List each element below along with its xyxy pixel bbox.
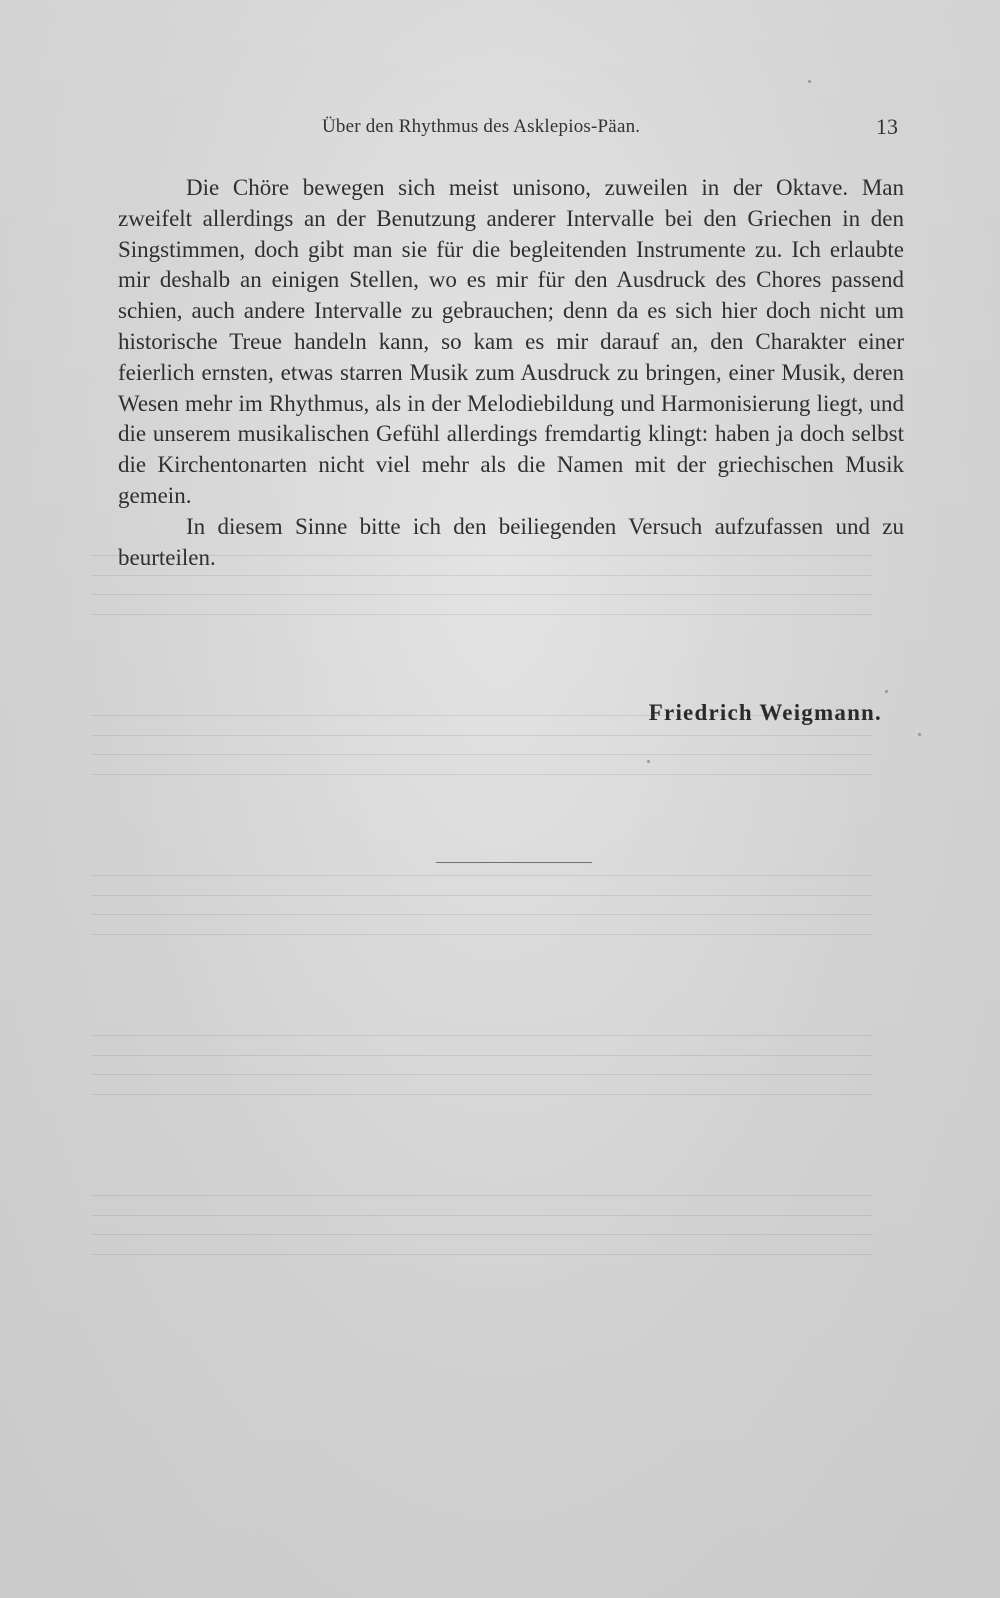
dust-speck <box>885 690 888 693</box>
faint-staff-3 <box>92 875 872 935</box>
dust-speck <box>918 733 921 736</box>
bleed-through-music-staves <box>92 555 872 1285</box>
body-text <box>118 173 904 573</box>
author-signature: Friedrich Weigmann. <box>648 700 882 725</box>
running-title: Über den Rhythmus des Asklepios-Päan. <box>322 116 641 137</box>
dust-speck <box>647 760 650 763</box>
page-number: 13 <box>876 114 898 139</box>
faint-staff-5 <box>92 1195 872 1255</box>
dust-speck <box>808 80 811 83</box>
paragraph-1: Die Chöre bewegen sich meist unisono, zuweilen in der Oktave. Man zweifelt allerdings an der Benutzung anderer Intervalle bei den Griechen in den Singstimmen, doch gibt man sie für die begleitenden Instrumente zu. Ich erlaubte mir deshalb an einigen Stellen, wo es mir für den Ausdruck des Chores passend schien, auch andere Intervalle zu gebrauchen; denn da es sich hier doch nicht um historische Treue handeln kann, so kam es mir darauf an, den Charakter einer feierlich ernsten, etwas starren Musik zum Ausdruck zu bringen, einer Musik, deren Wesen mehr im Rhythmus, als in der Melodiebildung und Harmonisierung liegt, und die unserem musikalischen Gefühl allerdings fremdartig klingt: haben ja doch selbst die Kirchentonarten nicht viel mehr als die Namen mit der griechischen Musik gemein. <box>118 175 904 508</box>
paragraph-2: In diesem Sinne bitte ich den beiliegenden Versuch aufzufassen und zu beurteilen. <box>118 513 904 570</box>
closing-rule <box>436 862 592 863</box>
faint-staff-4 <box>92 1035 872 1095</box>
running-head <box>0 116 1000 146</box>
